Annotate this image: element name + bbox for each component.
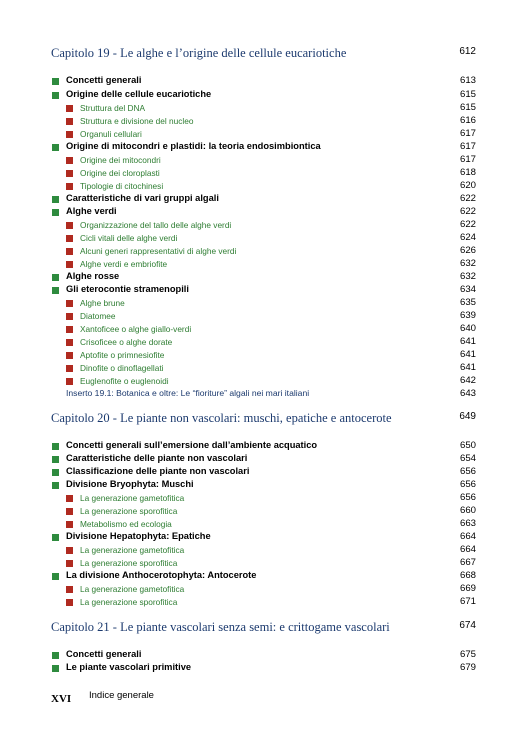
toc-entry-page: 679	[459, 662, 476, 673]
green-square-bullet-icon	[52, 665, 59, 672]
toc-entry[interactable]	[0, 284, 527, 297]
toc-entry-title: Capitolo 21 - Le piante vascolari senza semi: e crittogame vascolari	[51, 620, 390, 634]
toc-entry[interactable]	[0, 440, 527, 453]
toc-entry-page: 622	[459, 206, 476, 217]
toc-entry[interactable]	[0, 154, 527, 167]
red-square-bullet-icon	[66, 261, 73, 268]
toc-entry-page: 622	[459, 193, 476, 204]
toc-entry-page: 674	[459, 620, 476, 631]
red-square-bullet-icon	[66, 508, 73, 515]
toc-entry[interactable]	[0, 245, 527, 258]
toc-entry-page: 617	[459, 141, 476, 152]
toc-entry-page: 656	[459, 466, 476, 477]
toc-entry[interactable]	[0, 557, 527, 570]
green-square-bullet-icon	[52, 443, 59, 450]
toc-entry[interactable]	[0, 193, 527, 206]
red-square-bullet-icon	[66, 378, 73, 385]
toc-entry-title: Gli eterocontie stramenopili	[66, 284, 189, 294]
red-square-bullet-icon	[66, 339, 73, 346]
toc-entry[interactable]	[0, 570, 527, 583]
toc-entry-title: Organizzazione del tallo delle alghe verdi	[80, 220, 232, 230]
toc-entry-page: 639	[459, 310, 476, 321]
red-square-bullet-icon	[66, 222, 73, 229]
toc-entry-page: 663	[459, 518, 476, 529]
toc-entry-title: La generazione sporofitica	[80, 558, 178, 568]
green-square-bullet-icon	[52, 92, 59, 99]
red-square-bullet-icon	[66, 352, 73, 359]
toc-entry-title: La generazione sporofitica	[80, 506, 178, 516]
red-square-bullet-icon	[66, 547, 73, 554]
red-square-bullet-icon	[66, 105, 73, 112]
toc-entry[interactable]	[0, 115, 527, 128]
toc-entry[interactable]	[0, 531, 527, 544]
toc-entry-page: 641	[459, 362, 476, 373]
toc-entry-title: Divisione Hepatophyta: Epatiche	[66, 531, 211, 541]
toc-entry-page: 667	[459, 557, 476, 568]
toc-entry-title: Concetti generali sull’emersione dall’ambiente acquatico	[66, 440, 318, 450]
red-square-bullet-icon	[66, 300, 73, 307]
toc-entry[interactable]	[0, 89, 527, 102]
toc-entry[interactable]	[0, 662, 527, 675]
toc-entry-title: La divisione Anthocerotophyta: Antocerote	[66, 570, 257, 580]
toc-entry[interactable]	[0, 336, 527, 349]
toc-entry-page: 632	[459, 258, 476, 269]
red-square-bullet-icon	[66, 170, 73, 177]
toc-entry[interactable]	[0, 102, 527, 115]
red-square-bullet-icon	[66, 157, 73, 164]
toc-entry-page: 675	[459, 649, 476, 660]
toc-entry-title: Metabolismo ed ecologia	[80, 519, 172, 529]
toc-entry[interactable]	[0, 128, 527, 141]
toc-entry-page: 616	[459, 115, 476, 126]
toc-entry-page: 615	[459, 89, 476, 100]
toc-entry-title: La generazione sporofitica	[80, 597, 178, 607]
toc-entry[interactable]	[0, 544, 527, 557]
toc-entry[interactable]	[0, 375, 527, 388]
toc-entry-title: Organuli cellulari	[80, 129, 142, 139]
red-square-bullet-icon	[66, 131, 73, 138]
toc-entry-page: 669	[459, 583, 476, 594]
toc-entry[interactable]	[0, 479, 527, 492]
toc-entry-title: Concetti generali	[66, 649, 142, 659]
toc-entry-page: 640	[459, 323, 476, 334]
toc-entry-title: Origine di mitocondri e plastidi: la teoria endosimbiontica	[66, 141, 321, 151]
page-footer	[51, 689, 154, 705]
toc-entry-title: Aptofite o primnesiofite	[80, 350, 165, 360]
toc-entry[interactable]	[0, 492, 527, 505]
toc-entry-page: 622	[459, 219, 476, 230]
green-square-bullet-icon	[52, 652, 59, 659]
toc-entry[interactable]	[0, 219, 527, 232]
toc-entry-title: Xantoficee o alghe giallo-verdi	[80, 324, 192, 334]
toc-entry-page: 624	[459, 232, 476, 243]
toc-entry-page: 641	[459, 336, 476, 347]
toc-entry-page: 618	[459, 167, 476, 178]
toc-entry[interactable]	[0, 271, 527, 284]
toc-entry-title: Struttura del DNA	[80, 103, 146, 113]
red-square-bullet-icon	[66, 560, 73, 567]
toc-entry-page: 615	[459, 102, 476, 113]
toc-entry-title: Capitolo 19 - Le alghe e l’origine delle cellule eucariotiche	[51, 46, 347, 60]
green-square-bullet-icon	[52, 274, 59, 281]
toc-entry[interactable]	[0, 388, 527, 401]
red-square-bullet-icon	[66, 248, 73, 255]
toc-entry-page: 626	[459, 245, 476, 256]
green-square-bullet-icon	[52, 469, 59, 476]
toc-entry-page: 654	[459, 453, 476, 464]
toc-entry-page: 660	[459, 505, 476, 516]
toc-entry-title: Origine dei cloroplasti	[80, 168, 160, 178]
toc-entry-page: 613	[459, 75, 476, 86]
red-square-bullet-icon	[66, 183, 73, 190]
toc-entry[interactable]	[0, 362, 527, 375]
toc-entry-title: La generazione gametofitica	[80, 584, 185, 594]
toc-entry[interactable]	[0, 518, 527, 531]
toc-entry-title: Diatomee	[80, 311, 116, 321]
red-square-bullet-icon	[66, 521, 73, 528]
toc-entry-title: La generazione gametofitica	[80, 493, 185, 503]
toc-entry-title: Alcuni generi rappresentativi di alghe verdi	[80, 246, 237, 256]
toc-entry-title: Origine dei mitocondri	[80, 155, 161, 165]
toc-entry[interactable]	[0, 453, 527, 466]
red-square-bullet-icon	[66, 495, 73, 502]
green-square-bullet-icon	[52, 456, 59, 463]
toc-entry-page: 664	[459, 531, 476, 542]
toc-entry-page: 620	[459, 180, 476, 191]
green-square-bullet-icon	[52, 78, 59, 85]
toc-entry-page: 664	[459, 544, 476, 555]
toc-entry[interactable]	[0, 297, 527, 310]
toc-entry[interactable]	[0, 323, 527, 336]
chapter-heading[interactable]	[0, 46, 527, 64]
toc-entry-title: Cicli vitali delle alghe verdi	[80, 233, 178, 243]
toc-entry-title: Caratteristiche di vari gruppi algali	[66, 193, 219, 203]
chapter-heading[interactable]	[0, 620, 527, 638]
toc-entry[interactable]	[0, 180, 527, 193]
toc-entry-title: Classificazione delle piante non vascolari	[66, 466, 250, 476]
toc-entry-title: Tipologie di citochinesi	[80, 181, 164, 191]
toc-entry-title: Caratteristiche delle piante non vascolari	[66, 453, 248, 463]
toc-entry-title: Origine delle cellule eucariotiche	[66, 89, 212, 99]
toc-entry-title: Alghe verdi e embriofite	[80, 259, 168, 269]
toc-entry[interactable]	[0, 141, 527, 154]
red-square-bullet-icon	[66, 118, 73, 125]
toc-entry[interactable]	[0, 505, 527, 518]
toc-entry-title: Concetti generali	[66, 75, 142, 85]
toc-entry[interactable]	[0, 583, 527, 596]
green-square-bullet-icon	[52, 209, 59, 216]
toc-entry-page: 650	[459, 440, 476, 451]
green-square-bullet-icon	[52, 534, 59, 541]
toc-entry-title: Alghe verdi	[66, 206, 117, 216]
toc-entry-page: 671	[459, 596, 476, 607]
toc-entry-title: Alghe rosse	[66, 271, 120, 281]
red-square-bullet-icon	[66, 586, 73, 593]
toc-entry[interactable]	[0, 206, 527, 219]
green-square-bullet-icon	[52, 287, 59, 294]
toc-entry-title: Dinofite o dinoflagellati	[80, 363, 164, 373]
toc-entry-page: 641	[459, 349, 476, 360]
toc-entry-title: Alghe brune	[80, 298, 125, 308]
toc-entry-page: 635	[459, 297, 476, 308]
green-square-bullet-icon	[52, 144, 59, 151]
green-square-bullet-icon	[52, 573, 59, 580]
toc-entry-page: 649	[459, 411, 476, 422]
toc-entry-page: 656	[459, 479, 476, 490]
toc-entry-page: 617	[459, 128, 476, 139]
red-square-bullet-icon	[66, 313, 73, 320]
toc-entry-page: 617	[459, 154, 476, 165]
toc-entry-title: Le piante vascolari primitive	[66, 662, 192, 672]
toc-entry-page: 632	[459, 271, 476, 282]
toc-entry[interactable]	[0, 232, 527, 245]
toc-entry-title: Crisoficee o alghe dorate	[80, 337, 173, 347]
red-square-bullet-icon	[66, 365, 73, 372]
toc-entry-page: 634	[459, 284, 476, 295]
toc-entry[interactable]	[0, 649, 527, 662]
toc-entry-page: 643	[459, 388, 476, 399]
footer-page-number: XVI	[51, 693, 72, 705]
toc-entry-page: 668	[459, 570, 476, 581]
toc-entry[interactable]	[0, 466, 527, 479]
toc-entry-page: 656	[459, 492, 476, 503]
toc-entry[interactable]	[0, 349, 527, 362]
footer-label: Indice generale	[89, 690, 154, 701]
toc-entry[interactable]	[0, 310, 527, 323]
toc-entry-title: La generazione gametofitica	[80, 545, 185, 555]
green-square-bullet-icon	[52, 196, 59, 203]
toc-entry-title: Capitolo 20 - Le piante non vascolari: muschi, epatiche e antocerote	[51, 411, 392, 425]
toc-entry-title: Struttura e divisione del nucleo	[80, 116, 194, 126]
toc-entry-title: Divisione Bryophyta: Muschi	[66, 479, 194, 489]
green-square-bullet-icon	[52, 482, 59, 489]
toc-entry[interactable]	[0, 75, 527, 88]
toc-entry-title: Euglenofite o euglenoidi	[80, 376, 169, 386]
red-square-bullet-icon	[66, 599, 73, 606]
toc-entry[interactable]	[0, 167, 527, 180]
toc-entry-page: 642	[459, 375, 476, 386]
toc-entry[interactable]	[0, 258, 527, 271]
red-square-bullet-icon	[66, 235, 73, 242]
toc-entry[interactable]	[0, 596, 527, 609]
red-square-bullet-icon	[66, 326, 73, 333]
chapter-heading[interactable]	[0, 411, 527, 429]
toc-entry-page: 612	[459, 46, 476, 57]
toc-entry-title: Inserto 19.1: Botanica e oltre: Le “fioriture” algali nei mari italiani	[66, 388, 310, 398]
